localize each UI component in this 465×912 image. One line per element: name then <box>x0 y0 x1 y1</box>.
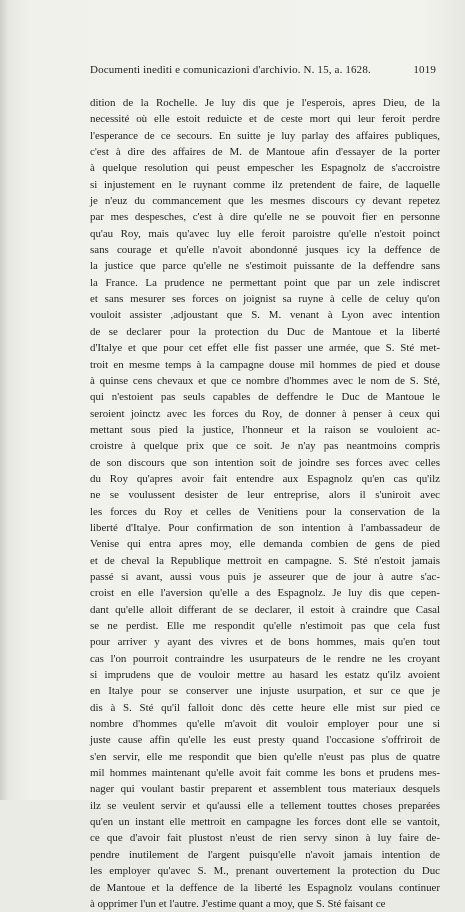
text-line: dis à S. Sté qu'il falloit donc dès cette heure elle mist sur pied ce <box>90 701 440 714</box>
page-number: 1019 <box>413 64 436 76</box>
text-line: qu'en un instant elle mettroit en campagne les forces dont elle se vantoit, <box>90 816 440 829</box>
text-line: d'Italye et que pour cet effet elle fist passer une armée, que S. Sté met- <box>90 342 440 355</box>
text-line: pendre inutilement de l'argent puisqu'elle n'avoit jamais intention de <box>90 848 440 861</box>
text-line: cas l'on pourroit contraindre les usurpateurs de le rendre ne les croyant <box>90 652 440 665</box>
text-line: et de cheval la Republique mettroit en campagne. S. Sté n'estoit jamais <box>90 554 440 567</box>
text-line: qu'au Roy, mais qu'avec luy elle feroit paroistre qu'elle n'estoit poinct <box>90 227 440 240</box>
text-line: de Mantoue et la deffence de la liberté les Espagnolz voulans continuer <box>90 881 440 894</box>
text-line: si imprudens que de vouloir mettre au hasard les estatz qu'ilz avoient <box>90 669 440 682</box>
text-line: dition de la Rochelle. Je luy dis que je l'esperois, apres Dieu, de la <box>90 97 440 109</box>
text-line: de se declarer pour la protection du Duc de Mantoue et la liberté <box>90 325 440 338</box>
text-line: ilz se veulent servir et qu'aussi elle a tellement touttes choses preparées <box>90 799 440 812</box>
page-edge-shadow <box>0 0 8 800</box>
text-line: vouloit assister ,adjoustant que S. M. venant à Lyon avec intention <box>90 309 440 322</box>
text-line: l'esperance de ce secours. En suitte je luy parlay des affaires publiques, <box>90 129 440 142</box>
body-text <box>90 95 440 912</box>
text-line: qui n'estoient pas seuls capables de deffendre le Duc de Mantoue le <box>90 391 440 404</box>
text-line: de son discours que son intention soit de joindre ses forces avec celles <box>90 456 440 469</box>
running-head-title: Documenti inediti e comunicazioni d'archivio. N. 15, a. 1628. <box>90 64 371 76</box>
text-line: croistre à quelque prix que ce soit. Je n'ay pas neantmoins compris <box>90 440 440 453</box>
text-line: dant qu'elle alloit differant de se declarer, il estoit à craindre que Casal <box>90 603 440 616</box>
text-line: Venise qui entra apres moy, elle demanda combien de gens de pied <box>90 538 440 551</box>
text-line: liberté d'Italye. Pour confirmation de son intention à l'ambassadeur de <box>90 521 440 534</box>
text-line: ce que d'avoir fait plustost n'eust de rien servy sinon à luy faire de- <box>90 832 440 845</box>
text-line: se ne perdist. Elle me respondit qu'elle n'estimoit pas que cela fust <box>90 620 440 632</box>
text-line: ne se voulussent desister de leur entreprise, alors il s'uniroit avec <box>90 489 440 502</box>
text-line: juste cause affin qu'elle les eust presty quand l'occasione s'offriroit de <box>90 734 440 747</box>
text-line: je n'euz du commancement que les mesmes discours cy devant repetez <box>90 195 440 208</box>
text-line: du Roy qu'apres avoir fait entendre aux Espagnolz qu'en cas qu'ilz <box>90 472 440 485</box>
text-line: à opprimer l'un et l'autre. J'estime quant a moy, que S. Sté faisant ce <box>90 897 386 910</box>
text-line: passé si avant, aussi vous puis je asseurer que de jour à autre s'ac- <box>90 570 440 583</box>
text-line: croist en elle l'aversion qu'elle a des Espagnolz. Je luy dis que cepen- <box>90 587 440 600</box>
text-line: la France. La prudence ne permettant point que par un zele indiscret <box>90 276 440 289</box>
text-line: necessité où elle estoit reduicte et de ceste mort qui leur feroit perdre <box>90 113 440 126</box>
text-line: mettant sous pied la justice, l'honneur et la raison se vouloient ac- <box>90 423 440 436</box>
text-line: à quinse cens chevaux et que ce nombre d'hommes avec le nom de S. Sté, <box>90 374 440 387</box>
text-line: c'est à dire des affaires de M. de Mantoue afin d'essayer de la porter <box>90 146 440 159</box>
text-line: seroient joinctz avec les forces du Roy, de donner à penser à ceux qui <box>90 407 440 420</box>
text-line: s'en servir, elle me respondit que bien qu'elle n'eust pas plus de quatre <box>90 750 440 763</box>
text-line: mil hommes maintenant qu'elle avoit fait comme les bons et prudens mes- <box>90 767 440 780</box>
text-line: en Italye pour se conserver une injuste usurpation, et sur ce que je <box>90 685 440 698</box>
text-line: les employer qu'avec S. M., prenant ouvertement la protection du Duc <box>90 865 440 878</box>
text-line: à quelque resolution qui peust empescher les Espagnolz de s'accroistre <box>90 162 440 175</box>
text-line: la justice que parce qu'elle ne s'estimoit puissante de la deffendre sans <box>90 260 440 273</box>
text-line: les forces du Roy et celles de Venitiens pour la conservation de la <box>90 505 440 518</box>
text-line: troit en mesme temps à la campagne douse mil hommes de pied et douse <box>90 358 440 371</box>
text-line: si injustement en le ruynant comme ilz pretendent de faire, de laquelle <box>90 178 440 191</box>
text-line: par mes despesches, c'est à dire qu'elle ne se pouvoit fier en personne <box>90 211 440 224</box>
text-line: sans courage et qu'elle n'avoit abondonné jusques icy la deffence de <box>90 244 440 257</box>
text-line: pour arriver y ayant des vivres et de bons hommes, mais qu'en tout <box>90 636 440 649</box>
text-line: nombre d'hommes qu'elle m'avoit dit vouloir employer pour une si <box>90 718 440 731</box>
text-line: et sans mesurer ses forces on joignist sa ruyne à celle de celuy qu'on <box>90 293 440 306</box>
text-line: nager qui voulant bastir preparent et assemblent tous materiaux desquels <box>90 783 440 796</box>
